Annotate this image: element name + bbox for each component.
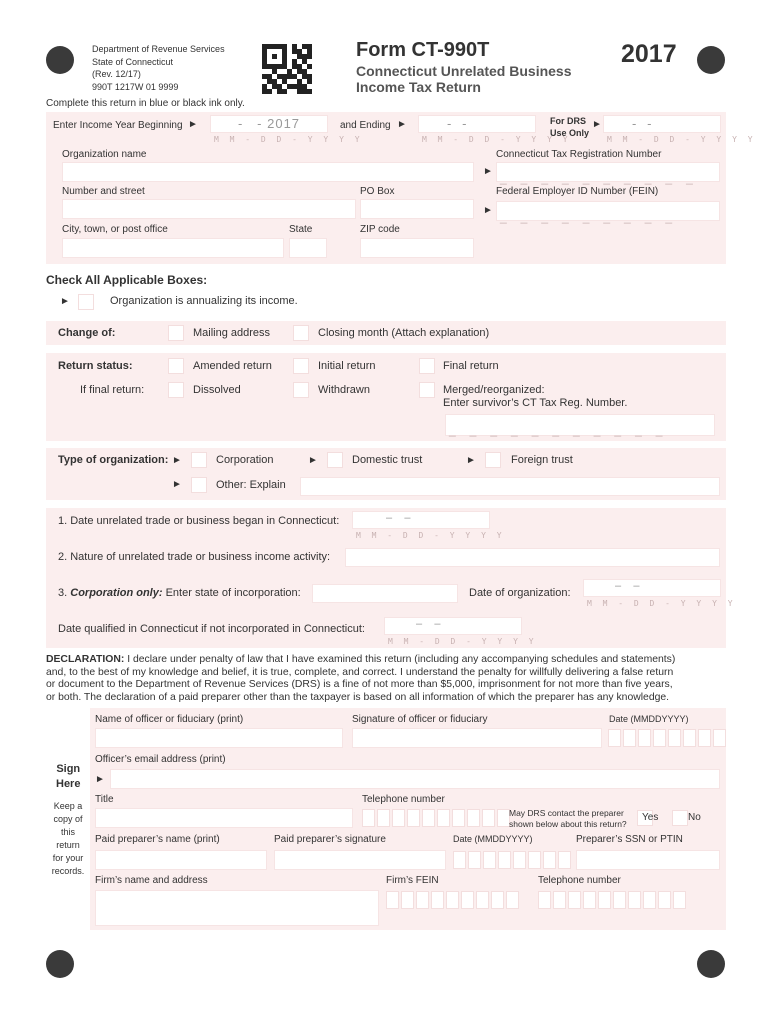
income-year-begin-value: - - 2017 [238,116,301,131]
other-explain-label: Other: Explain [216,479,286,491]
change-of-label: Change of: [58,327,116,339]
arrow-icon: ► [483,166,493,177]
initial-return-checkbox[interactable] [293,358,309,374]
date-format-hint: M M - D D - Y Y Y Y [356,531,505,540]
mailing-address-checkbox[interactable] [168,325,184,341]
form-subtitle-1: Connecticut Unrelated Business [356,63,572,79]
preparer-signature-label: Paid preparer’s signature [274,834,386,845]
other-checkbox[interactable] [191,477,207,493]
declaration-title: DECLARATION: [46,654,125,665]
may-contact-line: shown below about this return? [509,819,627,829]
line-3-number: 3. [58,587,68,599]
domestic-trust-checkbox[interactable] [327,452,343,468]
street-label: Number and street [62,186,145,197]
telephone-label: Telephone number [362,794,445,805]
line-3-bold: Corporation only: [70,587,163,599]
date-of-organization-label: Date of organization: [469,587,571,599]
line-2-input[interactable] [345,548,720,567]
arrow-icon: ► [172,455,182,466]
date-format-hint: M M - D D - Y Y Y Y [214,135,363,144]
date-format-hint: M M - D D - Y Y Y Y [422,135,571,144]
declaration-line [46,654,736,667]
digit-guides: _________ [500,210,687,224]
preparer-name-label: Paid preparer’s name (print) [95,834,220,845]
tax-year: 2017 [621,40,677,68]
mailing-address-label: Mailing address [193,327,271,339]
agency-line: (Rev. 12/17) [92,69,141,79]
keep-copy-note [48,800,88,878]
survivor-reg-label: Enter survivor’s CT Tax Reg. Number. [443,397,628,409]
agency-line: 990T 1217W 01 9999 [92,81,179,92]
foreign-trust-checkbox[interactable] [485,452,501,468]
registration-mark-top-right [697,46,725,74]
arrow-icon: ► [188,119,198,130]
org-name-input[interactable] [62,162,474,182]
preparer-ptin-input[interactable] [576,850,720,870]
merged-label: Merged/reorganized: [443,384,545,396]
date-format-hint: M M - D D - Y Y Y Y [607,135,756,144]
date-format-hint: M M - D D - Y Y Y Y [587,599,736,608]
agency-line: Department of Revenue Services [92,44,225,54]
firm-name-input[interactable] [95,890,379,926]
declaration-line-3: or document to the Department of Revenue Services (DRS) is a fine of not more than $5,000, imprisonment for not more than five years, [46,679,673,691]
sign-label-line: Sign [56,763,81,775]
annualizing-label: Organization is annualizing its income. [110,295,298,307]
digit-guides: __________ [500,171,707,185]
arrow-icon: ► [483,205,493,216]
officer-name-input[interactable] [95,728,343,748]
preparer-date-cells[interactable] [453,851,571,869]
line-1-date-input[interactable] [352,511,490,529]
contact-yes-label: Yes [642,812,659,823]
income-year-end-label: and Ending [340,120,391,131]
amended-return-checkbox[interactable] [168,358,184,374]
po-box-input[interactable] [360,199,474,219]
title-input[interactable] [95,808,353,828]
declaration-line-4: or both. The declaration of a paid preparer other than the taxpayer is based on all information of which the preparer has any knowledge. [46,691,670,703]
drs-use-only-value: - - [632,116,652,131]
drs-label-line: For DRS [550,116,586,126]
date-of-organization-input[interactable] [583,579,721,597]
contact-no-checkbox[interactable] [672,810,688,826]
digit-guides: ___________ [449,423,677,437]
arrow-icon: ► [95,774,105,785]
keep-copy-line: records. [51,866,85,876]
form-title: Form CT-990T [356,39,490,61]
arrow-icon: ► [397,119,407,130]
form-subtitle-2: Income Tax Return [356,79,481,95]
title-label: Title [95,794,114,805]
merged-checkbox[interactable] [419,382,435,398]
amended-return-label: Amended return [193,360,272,372]
keep-copy-line: Keep a [53,801,83,811]
arrow-icon: ► [592,119,602,130]
firm-telephone-cells[interactable] [538,891,686,909]
if-final-return-label: If final return: [80,384,145,396]
po-box-label: PO Box [360,186,395,197]
officer-email-input[interactable] [110,769,720,789]
registration-mark-bottom-right [697,950,725,978]
line-1-label: 1. Date unrelated trade or business began in Connecticut: [58,515,340,527]
qr-module [307,89,312,94]
drs-use-only-label [550,115,589,139]
arrow-icon: ► [172,479,182,490]
officer-date-cells[interactable] [608,729,726,747]
withdrawn-label: Withdrawn [318,384,370,396]
officer-signature-label: Signature of officer or fiduciary [352,714,488,725]
line-3-text: Enter state of incorporation: [165,587,301,599]
keep-copy-line: return [56,840,80,850]
date-qualified-label: Date qualified in Connecticut if not incorporated in Connecticut: [58,623,365,635]
date-of-organization-value: – – [615,580,640,592]
zip-input[interactable] [360,238,474,258]
sign-here-label [56,762,80,792]
preparer-ptin-label: Preparer’s SSN or PTIN [576,834,683,845]
initial-return-label: Initial return [318,360,376,372]
fein-label: Federal Employer ID Number (FEIN) [496,186,659,197]
agency-block [92,43,225,93]
domestic-trust-label: Domestic trust [352,454,423,466]
preparer-name-input[interactable] [95,850,267,870]
sign-label-line: Here [56,778,81,790]
keep-copy-line: for your [52,853,84,863]
keep-copy-line: this [60,827,75,837]
officer-signature-input[interactable] [352,728,602,748]
line-3-label [58,587,301,599]
income-year-end-input[interactable] [418,115,536,133]
date-qualified-input[interactable] [384,617,522,635]
foreign-trust-label: Foreign trust [511,454,573,466]
final-return-checkbox[interactable] [419,358,435,374]
registration-mark-top-left [46,46,74,74]
qr-code-icon [262,44,312,94]
check-boxes-heading: Check All Applicable Boxes: [46,273,208,287]
preparer-date-label: Date (MMDDYYYY) [453,834,533,844]
street-input[interactable] [62,199,356,219]
officer-name-label: Name of officer or fiduciary (print) [95,714,244,725]
state-of-incorporation-input[interactable] [312,584,458,603]
drs-label-line: Use Only [550,128,590,138]
may-contact-line: May DRS contact the preparer [509,808,624,818]
registration-mark-bottom-left [46,950,74,978]
arrow-icon: ► [466,455,476,466]
officer-date-label: Date (MMDDYYYY) [609,714,689,724]
officer-telephone-cells[interactable] [362,809,510,827]
line-1-date-value: – – [386,512,411,524]
line-2-label: 2. Nature of unrelated trade or business income activity: [58,551,331,563]
officer-email-label: Officer’s email address (print) [95,754,226,765]
firm-name-label: Firm’s name and address [95,875,208,886]
closing-month-label: Closing month (Attach explanation) [318,327,490,339]
ink-instruction: Complete this return in blue or black ink only. [46,98,245,109]
type-of-org-label: Type of organization: [58,454,169,466]
return-status-label: Return status: [58,360,133,372]
dissolved-checkbox[interactable] [168,382,184,398]
firm-fein-label: Firm’s FEIN [386,875,439,886]
corporation-checkbox[interactable] [191,452,207,468]
corporation-label: Corporation [216,454,274,466]
contact-no-label: No [688,812,701,823]
city-input[interactable] [62,238,284,258]
preparer-signature-input[interactable] [274,850,446,870]
arrow-icon: ► [308,455,318,466]
arrow-icon: ► [60,296,70,307]
keep-copy-line: copy of [53,814,83,824]
closing-month-checkbox[interactable] [293,325,309,341]
declaration-line-1: I declare under penalty of law that I have examined this return (including any accompanying schedules and statements) [127,654,676,665]
other-explain-input[interactable] [300,477,720,496]
final-return-label: Final return [443,360,499,372]
income-year-end-value: - - [447,116,467,131]
annualizing-checkbox[interactable] [78,294,94,310]
city-label: City, town, or post office [62,224,168,235]
zip-label: ZIP code [360,224,400,235]
declaration-line-2: and, to the best of my knowledge and belief, it is true, complete, and correct. I understand the penalty for willfully delivering a false return [46,666,674,678]
org-name-label: Organization name [62,149,147,160]
date-qualified-value: – – [416,618,441,630]
withdrawn-checkbox[interactable] [293,382,309,398]
state-label: State [289,224,313,235]
dissolved-label: Dissolved [193,384,241,396]
may-drs-contact-label [509,808,627,830]
date-format-hint: M M - D D - Y Y Y Y [388,637,537,646]
declaration-text [46,654,736,704]
drs-use-only-input[interactable] [603,115,721,133]
agency-line: State of Connecticut [92,56,174,67]
state-input[interactable] [289,238,327,258]
firm-telephone-label: Telephone number [538,875,621,886]
ct-reg-number-label: Connecticut Tax Registration Number [496,149,662,160]
firm-fein-cells[interactable] [386,891,519,909]
income-year-begin-label: Enter Income Year Beginning [53,120,183,131]
